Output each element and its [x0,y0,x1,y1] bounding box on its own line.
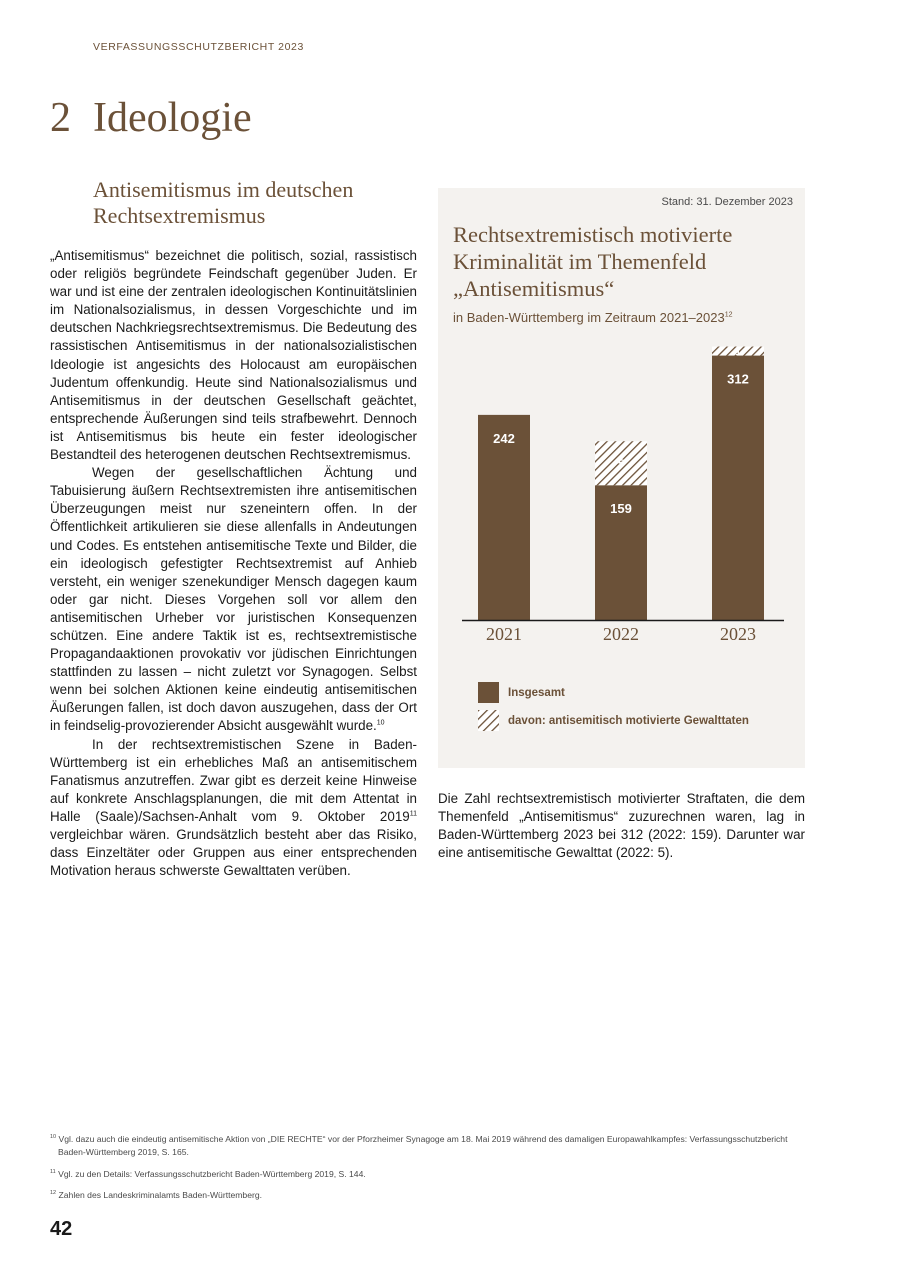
legend-total [478,682,565,703]
chart-box [438,188,805,768]
chart-subtitle-text: in Baden-Württemberg im Zeitraum 2021–2023 [453,310,725,325]
footnote-ref-10[interactable]: 10 [376,719,385,727]
body-text [50,247,417,880]
summary-paragraph: Die Zahl rechtsextremistisch motivierter Straftaten, die dem Themenfeld „Antisemitismus“ zuzurechnen waren, lag in Baden-Württemberg 2023 bei 312 (2022: 159). Darunter war eine antisemitische Gewalttat (2022: 5). [438,791,805,861]
chapter-heading [50,94,252,142]
paragraph-2-text: Wegen der gesellschaftlichen Ächtung und Tabuisierung äußern Rechtsextremisten ihre antisemitischen Überzeugungen meist nur szeneintern offen. In der Öffentlichkeit artikulieren sie diese allenfalls in Andeutungen und Codes. Es entstehen antisemitische Texte und Bilder, die ein ideologisch gefestigter Rechtsextremist auf Anhieb versteht, ein weniger szenekundiger Mensch dagegen kaum oder gar nicht. Dieses Vorgehen soll vor allem den antisemitischen Urheber vor juristischen Konsequenzen schützen. Eine andere Taktik ist es, rechtsextremistische Propagandaaktionen provokativ vor jüdischen Einrichtungen stattfinden zu lassen – nicht zuletzt vor Synagogen. Selbst wenn bei solchen Aktionen keine eindeutig antisemitischen Äußerungen fallen, ist doch davon auszugehen, dass der Ort in feindselig-provozierender Absicht ausgewählt wurde. [50,465,417,734]
data-label-total-2021: 242 [493,430,515,446]
bar-total-2023 [712,356,764,620]
legend-label-total: Insgesamt [508,686,565,699]
footnote-number: 11 [50,1168,56,1175]
footnote-number: 10 [50,1134,57,1141]
footnote-11 [50,1168,810,1181]
footnote-ref-11[interactable]: 11 [409,810,417,818]
chart-summary-text [438,790,805,862]
chapter-title: Ideologie [93,95,252,141]
data-label-hatched-2023: 1 [735,347,741,359]
data-label-total-2022: 159 [610,501,632,517]
running-head: VERFASSUNGSSCHUTZBERICHT 2023 [93,41,304,53]
footnotes [50,1133,810,1211]
footnote-text: Vgl. zu den Details: Verfassungsschutzbericht Baden-Württemberg 2019, S. 144. [58,1168,366,1179]
x-tick-label-2022: 2022 [603,624,639,644]
paragraph-1: „Antisemitismus“ bezeichnet die politisch, sozial, rassistisch oder religiös begründete Feindschaft gegenüber Juden. Er war und ist eine der zentralen ideologischen Kontinuitätslinien im Nationalsozialismus, in dessen Vorgeschichte und im deutschen Nachkriegsrechtsextremismus. Die Bedeutung des rassistischen Antisemitismus in der nationalsozialistischen Ideologie ist angesichts des Holocaust am europäischen Judentum offenkundig. Heute sind Nationalsozialismus und Antisemitismus in der deutschen Gesellschaft geächtet, entsprechende Äußerungen sind teils strafbewehrt. Dennoch ist Antisemitismus bis heute ein fester ideologischer Bestandteil des heterogenen deutschen Rechtsextremismus. [50,248,417,463]
paragraph-3-text-a: In der rechtsextremistischen Szene in Baden-Württemberg ist ein erhebliches Maß an antisemitischem Fanatismus anzutreffen. Zwar gibt es derzeit keine Hinweise auf konkrete Anschlagsplanungen, die mit dem Attentat in Halle (Saale)/Sachsen-Anhalt vom 9. Oktober 2019 [50,736,417,824]
footnote-12 [50,1189,810,1202]
chart-stand-date: Stand: 31. Dezember 2023 [661,196,793,208]
footnote-text: Vgl. dazu auch die eindeutig antisemitische Aktion von „DIE RECHTE“ vor der Pforzheimer Synagoge am 18. Mai 2019 während des damaligen Europawahlkampfes: Verfassungsschutzbericht Baden-Württemberg 2019, S. 165. [58,1134,788,1158]
footnote-10 [50,1133,810,1160]
footnote-text: Zahlen des Landeskriminalamts Baden-Württemberg. [58,1190,262,1201]
page-number: 42 [50,1218,73,1240]
chapter-number: 2 [50,95,71,141]
paragraph-3-text-b: vergleichbar wären. Grundsätzlich besteht aber das Risiko, dass Einzeltäter oder Gruppen aus einer entsprechenden Motivation heraus schwerste Gewalttaten verüben. [50,827,417,879]
data-label-hatched-2022: 5 [617,458,625,471]
x-tick-label-2023: 2023 [720,624,756,644]
legend-swatch-total [478,682,499,703]
legend-hatched [478,710,749,731]
data-label-total-2023: 312 [727,371,749,387]
legend-label-hatched: davon: antisemitisch motivierte Gewalttaten [508,714,749,727]
x-tick-label-2021: 2021 [486,624,522,644]
chart-subtitle [453,310,733,325]
paragraph-2 [50,464,417,735]
bar-chart [438,338,805,698]
footnote-ref-12[interactable]: 12 [724,311,733,319]
chart-title: Rechtsextremistisch motivierte Kriminalität im Themenfeld „Antisemitismus“ [453,222,733,301]
legend-swatch-hatched [478,710,499,731]
section-title: Antisemitismus im deutschen Rechtsextremismus [93,177,354,228]
paragraph-3 [50,736,417,881]
footnote-number: 12 [50,1190,57,1197]
